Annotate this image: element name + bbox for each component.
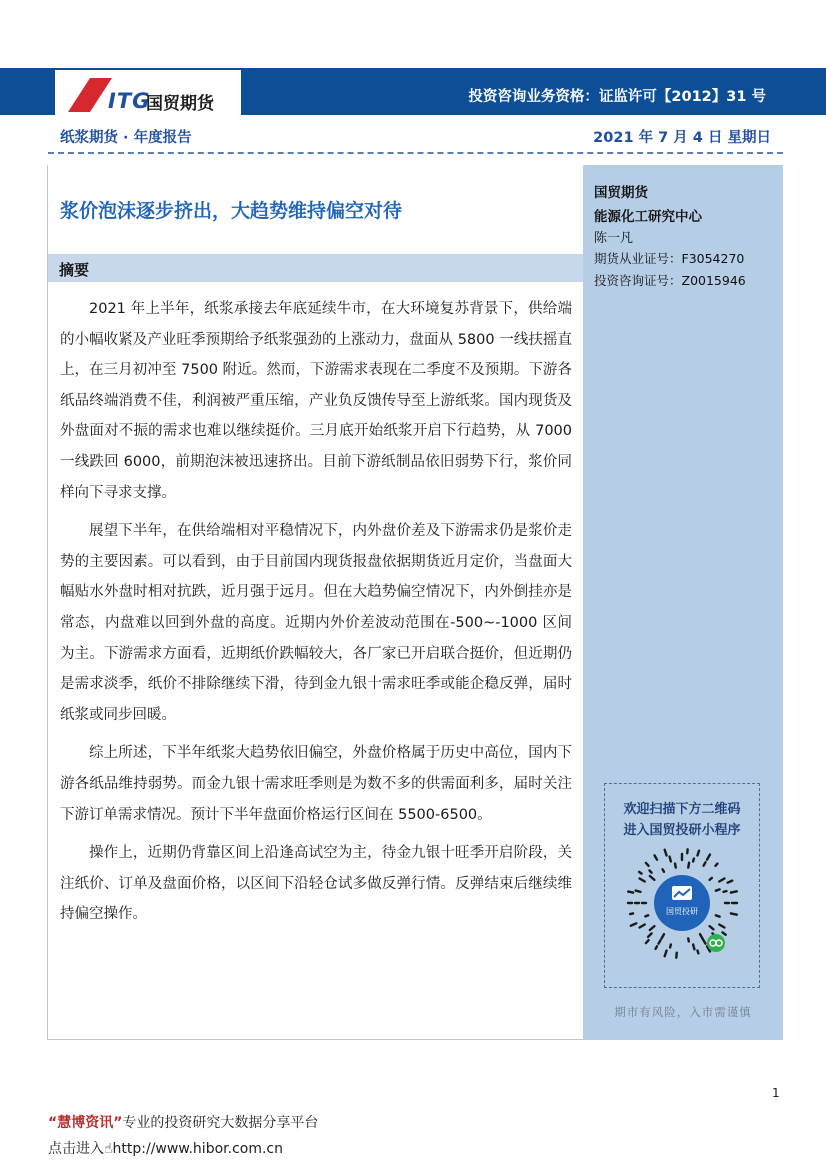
summary-header-bar xyxy=(48,254,583,282)
logo-company-name: 国贸期货 xyxy=(146,94,214,114)
footer-slogan xyxy=(48,1112,318,1132)
footer-brand: “慧博资讯” xyxy=(48,1115,123,1131)
qr-center-label: 国贸投研 xyxy=(666,907,698,916)
summary-label: 摘要 xyxy=(59,261,90,279)
qr-caption-line1: 欢迎扫描下方二维码 xyxy=(623,802,741,817)
sidebar-futures-license: 期货从业证号：F3054270 xyxy=(594,251,745,266)
qr-caption-line2: 进入国贸投研小程序 xyxy=(623,823,741,838)
footer-slogan-text: 专业的投资研究大数据分享平台 xyxy=(122,1115,319,1131)
header-divider xyxy=(48,152,783,154)
footer-link-prefix: 点击进入 xyxy=(48,1141,104,1157)
sidebar-org: 国贸期货 xyxy=(594,185,648,201)
footer-link-line xyxy=(48,1138,283,1158)
page-number: 1 xyxy=(772,1086,780,1100)
logo-text: ITG xyxy=(108,89,151,113)
logo-slash-icon xyxy=(68,78,112,112)
sidebar-author: 陈一凡 xyxy=(594,231,634,246)
footer-link[interactable]: http://www.hibor.com.cn xyxy=(112,1141,283,1157)
summary-body xyxy=(60,294,572,938)
sidebar-center: 能源化工研究中心 xyxy=(594,209,702,225)
summary-paragraph: 综上所述，下半年纸浆大趋势依旧偏空，外盘价格属于历史中高位，国内下游各纸品维持弱势。而金九银十需求旺季则是为数不多的供需面利多，届时关注下游订单需求情况。预计下半年盘面价格运行区间在 5500-6500。 xyxy=(60,745,572,823)
summary-paragraph: 展望下半年，在供给端相对平稳情况下，内外盘价差及下游需求仍是浆价走势的主要因素。可以看到，由于目前国内现货报盘依据期货近月定价，当盘面大幅贴水外盘时相对抗跌，近月强于远月。但在大趋势偏空情况下，内外倒挂亦是常态，内盘难以回到外盘的高度。近期内外价差波动范围在-500~-1000 区间为主。下游需求方面看，近期纸价跌幅较大，各厂家已开启联合挺价，但近期仍是需求淡季，纸价不排除继续下滑，待到金九银十需求旺季或能企稳反弹，届时纸浆或同步回暖。 xyxy=(60,523,572,723)
report-type: 纸浆期货 · 年度报告 xyxy=(60,130,192,146)
sidebar-consult-license: 投资咨询证号：Z0015946 xyxy=(594,273,746,288)
report-title: 浆价泡沫逐步挤出，大趋势维持偏空对待 xyxy=(60,200,403,222)
risk-warning: 期市有风险，入市需谨慎 xyxy=(614,1005,752,1019)
license-text: 投资咨询业务资格：证监许可【2012】31 号 xyxy=(468,89,766,105)
frame-left-border xyxy=(47,165,48,1040)
summary-paragraph: 2021 年上半年，纸浆承接去年底延续牛市，在大环境复苏背景下，供给端的小幅收紧及产业旺季预期给予纸浆强劲的上涨动力，盘面从 5800 一线扶摇直上，在三月初冲至 7500 附近。然而，下游需求表现在二季度不及预期。下游各纸品终端消费不佳，利润被严重压缩，产业负反馈传导至上游纸浆。国内现货及外盘面对不振的需求也难以继续挺价。三月底开始纸浆开启下行趋势，从 7000 一线跌回 6000，前期泡沫被迅速挤出。目前下游纸制品依旧弱势下行，浆价同样向下寻求支撑。 xyxy=(60,301,572,501)
cursor-hand-icon: ☝ xyxy=(104,1141,113,1157)
summary-paragraph: 操作上，近期仍背靠区间上沿逢高试空为主，待金九银十旺季开启阶段，关注纸价、订单及盘面价格，以区间下沿轻仓试多做反弹行情。反弹结束后继续维持偏空操作。 xyxy=(60,845,572,923)
qr-code-icon[interactable] xyxy=(624,845,740,961)
report-date: 2021 年 7 月 4 日 星期日 xyxy=(593,130,771,146)
